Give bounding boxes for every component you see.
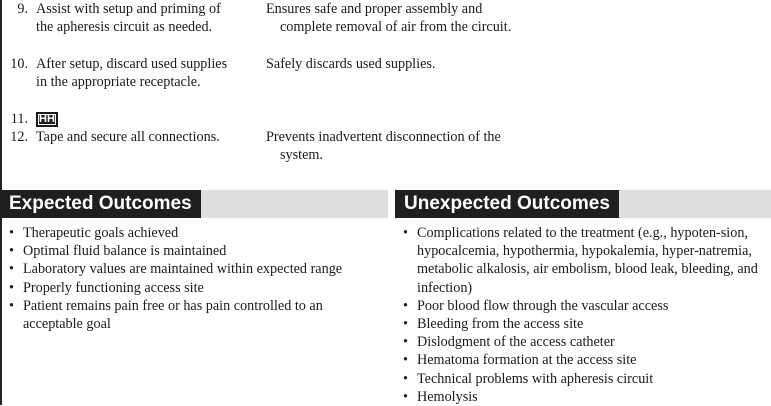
step-number: 10. (10, 56, 28, 72)
unexpected-outcome-item (403, 224, 759, 297)
unexpected-outcome-item (403, 333, 759, 351)
expected-outcomes-list (9, 224, 359, 333)
step-rationale: Safely discards used supplies. (266, 56, 436, 72)
outcome-text: Hematoma formation at the access site (417, 352, 637, 369)
expected-outcome-item (9, 260, 359, 278)
outcome-text: Technical problems with apheresis circuit (417, 370, 654, 387)
step-action: Assist with setup and priming of the apheresis circuit as needed. (36, 1, 221, 36)
step-number: 11. (10, 111, 28, 127)
unexpected-outcome-item (403, 351, 759, 369)
bullet-icon: • (403, 388, 408, 405)
outcome-text: Laboratory values are maintained within expected range (23, 261, 343, 278)
bullet-icon: • (403, 370, 408, 387)
expected-outcomes-title: Expected Outcomes (0, 190, 201, 218)
step-rationale: Prevents inadvertent disconnection of the system. (266, 129, 501, 164)
step-number: 9. (17, 1, 28, 17)
outcome-text: Poor blood flow through the vascular access (417, 297, 669, 314)
bullet-icon: • (9, 279, 14, 296)
expected-outcome-item (9, 242, 359, 260)
outcome-text: Properly functioning access site (23, 279, 204, 296)
outcome-text: Patient remains pain free or has pain controlled to an acceptable goal (23, 297, 323, 333)
unexpected-outcome-item (403, 315, 759, 333)
bullet-icon: • (9, 297, 14, 314)
bullet-icon: • (403, 316, 408, 333)
unexpected-outcomes-header-band (395, 190, 771, 218)
unexpected-outcome-item (403, 297, 759, 315)
expected-outcomes-header-band (0, 190, 388, 218)
expected-outcome-item (9, 297, 359, 333)
step-action: After setup, discard used supplies in the appropriate receptacle. (36, 56, 228, 91)
bullet-icon: • (9, 225, 14, 241)
step-number: 12. (10, 129, 28, 145)
bullet-icon: • (403, 225, 408, 241)
outcome-text: Bleeding from the access site (417, 316, 584, 333)
expected-outcome-item (9, 224, 359, 242)
outcome-text: Dislodgment of the access catheter (417, 334, 615, 351)
expected-outcome-item (9, 279, 359, 297)
outcome-text: Hemolysis (417, 388, 478, 405)
step-rationale: Ensures safe and proper assembly and complete removal of air from the circuit. (266, 1, 512, 36)
unexpected-outcome-item (403, 370, 759, 388)
outcome-text: Complications related to the treatment (e.g., hypoten-sion, hypocalcemia, hypothermia, hypokalemia, hyper-natremia, metabolic alkalosis, air embolism, blood leak, bleeding, and infection) (417, 225, 758, 296)
step-action (36, 110, 241, 128)
bullet-icon: • (403, 297, 408, 314)
outcome-text: Optimal fluid balance is maintained (23, 243, 227, 260)
unexpected-outcomes-list (403, 224, 759, 406)
unexpected-outcomes-title: Unexpected Outcomes (395, 190, 619, 218)
hand-hygiene-icon: HH (36, 112, 58, 127)
bullet-icon: • (403, 334, 408, 351)
outcome-text: Therapeutic goals achieved (23, 225, 179, 241)
bullet-icon: • (9, 261, 14, 278)
bullet-icon: • (403, 352, 408, 369)
step-action: Tape and secure all connections. (36, 129, 220, 145)
bullet-icon: • (9, 243, 14, 260)
unexpected-outcome-item (403, 388, 759, 406)
